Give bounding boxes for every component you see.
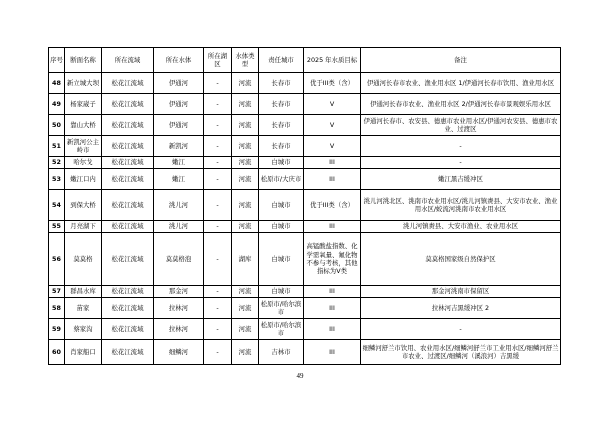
cell-city: 白城市	[259, 157, 304, 169]
cell-water-type: 河流	[232, 115, 259, 136]
cell-basin: 松花江流域	[102, 94, 154, 115]
cell-index: 51	[49, 136, 65, 157]
cell-note: 伊通河长春市农业、渔业用水区 2/伊通河长春市景观娱乐用水区	[361, 94, 561, 115]
cell-note: -	[361, 319, 561, 340]
cell-index: 54	[49, 190, 65, 221]
cell-target: V	[304, 94, 361, 115]
cell-water-type: 河流	[232, 298, 259, 319]
cell-waterbody: 拉林河	[154, 298, 204, 319]
cell-city: 吉林市	[259, 340, 304, 365]
water-quality-table	[48, 47, 561, 365]
cell-basin: 松花江流域	[102, 340, 154, 365]
cell-city: 松原市/哈尔滨市	[259, 319, 304, 340]
cell-waterbody: 洮儿河	[154, 221, 204, 233]
cell-lake-area: -	[204, 115, 232, 136]
cell-note: 拉林河吉黑缓冲区 2	[361, 298, 561, 319]
cell-section: 杨家崴子	[65, 94, 102, 115]
cell-waterbody: 细鳞河	[154, 340, 204, 365]
table-row	[49, 221, 561, 233]
cell-waterbody: 伊通河	[154, 94, 204, 115]
cell-target: III	[304, 286, 361, 298]
cell-note: 那金河洮南市保留区	[361, 286, 561, 298]
cell-lake-area: -	[204, 73, 232, 94]
page-number: 49	[296, 372, 304, 380]
cell-lake-area: -	[204, 136, 232, 157]
cell-water-type: 河流	[232, 340, 259, 365]
cell-city: 长春市	[259, 73, 304, 94]
table-row	[49, 340, 561, 365]
cell-basin: 松花江流域	[102, 233, 154, 286]
cell-lake-area: -	[204, 169, 232, 190]
table-row	[49, 157, 561, 169]
cell-section: 哈尔戈	[65, 157, 102, 169]
cell-water-type: 河流	[232, 190, 259, 221]
cell-note: -	[361, 136, 561, 157]
table-row	[49, 169, 561, 190]
cell-section: 苗家	[65, 298, 102, 319]
cell-waterbody: 伊通河	[154, 73, 204, 94]
cell-water-type: 河流	[232, 319, 259, 340]
cell-target: III	[304, 319, 361, 340]
cell-section: 到保大桥	[65, 190, 102, 221]
cell-lake-area: -	[204, 319, 232, 340]
cell-waterbody: 那金河	[154, 286, 204, 298]
cell-water-type: 河流	[232, 157, 259, 169]
cell-city: 长春市	[259, 136, 304, 157]
cell-section: 莫莫格	[65, 233, 102, 286]
cell-city: 长春市	[259, 115, 304, 136]
cell-city: 松原市/哈尔滨市	[259, 298, 304, 319]
cell-target: V	[304, 136, 361, 157]
cell-waterbody: 洮儿河	[154, 190, 204, 221]
cell-note: 细鳞河舒兰市饮用、农业用水区/细鳞河舒兰市工业用水区/细鳞河舒兰市农业、过渡区/细鳞河（溪浪河）吉黑缓	[361, 340, 561, 365]
cell-target: III	[304, 340, 361, 365]
cell-lake-area: -	[204, 221, 232, 233]
header-cell: 所在流域	[102, 48, 154, 73]
table-row	[49, 298, 561, 319]
cell-section: 靠山大桥	[65, 115, 102, 136]
cell-section: 新凯河公主岭市	[65, 136, 102, 157]
cell-waterbody: 新凯河	[154, 136, 204, 157]
cell-basin: 松花江流域	[102, 136, 154, 157]
cell-city: 松原市/大庆市	[259, 169, 304, 190]
cell-waterbody: 拉林河	[154, 319, 204, 340]
table-row	[49, 190, 561, 221]
cell-water-type: 河流	[232, 286, 259, 298]
cell-basin: 松花江流域	[102, 73, 154, 94]
cell-waterbody: 伊通河	[154, 115, 204, 136]
cell-target: III	[304, 298, 361, 319]
cell-index: 52	[49, 157, 65, 169]
table-row	[49, 233, 561, 286]
cell-basin: 松花江流域	[102, 169, 154, 190]
table-row	[49, 136, 561, 157]
cell-index: 55	[49, 221, 65, 233]
table-row	[49, 94, 561, 115]
header-cell: 断面名称	[65, 48, 102, 73]
header-cell: 2025 年水质目标	[304, 48, 361, 73]
cell-city: 白城市	[259, 221, 304, 233]
cell-water-type: 河流	[232, 221, 259, 233]
cell-water-type: 河流	[232, 169, 259, 190]
cell-basin: 松花江流域	[102, 221, 154, 233]
cell-note: 嫩江黑吉缓冲区	[361, 169, 561, 190]
cell-water-type: 河流	[232, 73, 259, 94]
cell-water-type: 河流	[232, 136, 259, 157]
cell-city: 白城市	[259, 233, 304, 286]
table-header-row	[49, 48, 561, 73]
cell-note: -	[361, 157, 561, 169]
cell-basin: 松花江流域	[102, 319, 154, 340]
table-row	[49, 319, 561, 340]
cell-note: 伊通河长春市、农安县、德惠市农业用水区/伊通河农安县、德惠市农业、过渡区	[361, 115, 561, 136]
cell-lake-area: -	[204, 233, 232, 286]
cell-basin: 松花江流域	[102, 286, 154, 298]
header-cell: 备注	[361, 48, 561, 73]
cell-target: 优于III类（含）	[304, 73, 361, 94]
cell-note: 伊通河长春市农业、渔业用水区 1/伊通河长春市饮用、渔业用水区	[361, 73, 561, 94]
cell-section: 新立城大坝	[65, 73, 102, 94]
cell-target: III	[304, 169, 361, 190]
cell-index: 49	[49, 94, 65, 115]
cell-basin: 松花江流域	[102, 115, 154, 136]
cell-index: 59	[49, 319, 65, 340]
cell-target: III	[304, 157, 361, 169]
cell-lake-area: -	[204, 157, 232, 169]
cell-section: 肖家船口	[65, 340, 102, 365]
cell-target: V	[304, 115, 361, 136]
cell-target: 高锰酸盐指数、化学需氧量、氟化物不参与考核，其他指标为V类	[304, 233, 361, 286]
table-row	[49, 73, 561, 94]
cell-waterbody: 莫莫格泡	[154, 233, 204, 286]
cell-water-type: 湖库	[232, 233, 259, 286]
cell-waterbody: 嫩江	[154, 169, 204, 190]
cell-basin: 松花江流域	[102, 298, 154, 319]
cell-index: 60	[49, 340, 65, 365]
cell-lake-area: -	[204, 190, 232, 221]
cell-index: 48	[49, 73, 65, 94]
cell-section: 蔡家沟	[65, 319, 102, 340]
header-cell: 序号	[49, 48, 65, 73]
header-cell: 责任城市	[259, 48, 304, 73]
header-cell: 水体类型	[232, 48, 259, 73]
cell-note: 洮儿河镇赉县、大安市渔业、农业用水区	[361, 221, 561, 233]
cell-section: 月亮湖下	[65, 221, 102, 233]
cell-index: 50	[49, 115, 65, 136]
header-cell: 所在湖区	[204, 48, 232, 73]
cell-index: 57	[49, 286, 65, 298]
cell-basin: 松花江流域	[102, 157, 154, 169]
table-row	[49, 115, 561, 136]
cell-index: 58	[49, 298, 65, 319]
cell-city: 白城市	[259, 286, 304, 298]
cell-index: 56	[49, 233, 65, 286]
table-row	[49, 286, 561, 298]
cell-target: 优于III类（含）	[304, 190, 361, 221]
cell-waterbody: 嫩江	[154, 157, 204, 169]
cell-lake-area: -	[204, 340, 232, 365]
cell-city: 白城市	[259, 190, 304, 221]
cell-water-type: 河流	[232, 94, 259, 115]
cell-target: III	[304, 221, 361, 233]
cell-lake-area: -	[204, 286, 232, 298]
cell-city: 长春市	[259, 94, 304, 115]
cell-section: 群昌水库	[65, 286, 102, 298]
cell-lake-area: -	[204, 94, 232, 115]
cell-section: 嫩江口内	[65, 169, 102, 190]
cell-note: 莫莫格国家级自然保护区	[361, 233, 561, 286]
cell-index: 53	[49, 169, 65, 190]
cell-basin: 松花江流域	[102, 190, 154, 221]
header-cell: 所在水体	[154, 48, 204, 73]
cell-lake-area: -	[204, 298, 232, 319]
cell-note: 洮儿河洮北区、洮南市农业用水区/洮儿河镇赉县、大安市农业、渔业用水区/蛟流河洮南市农业用水区	[361, 190, 561, 221]
